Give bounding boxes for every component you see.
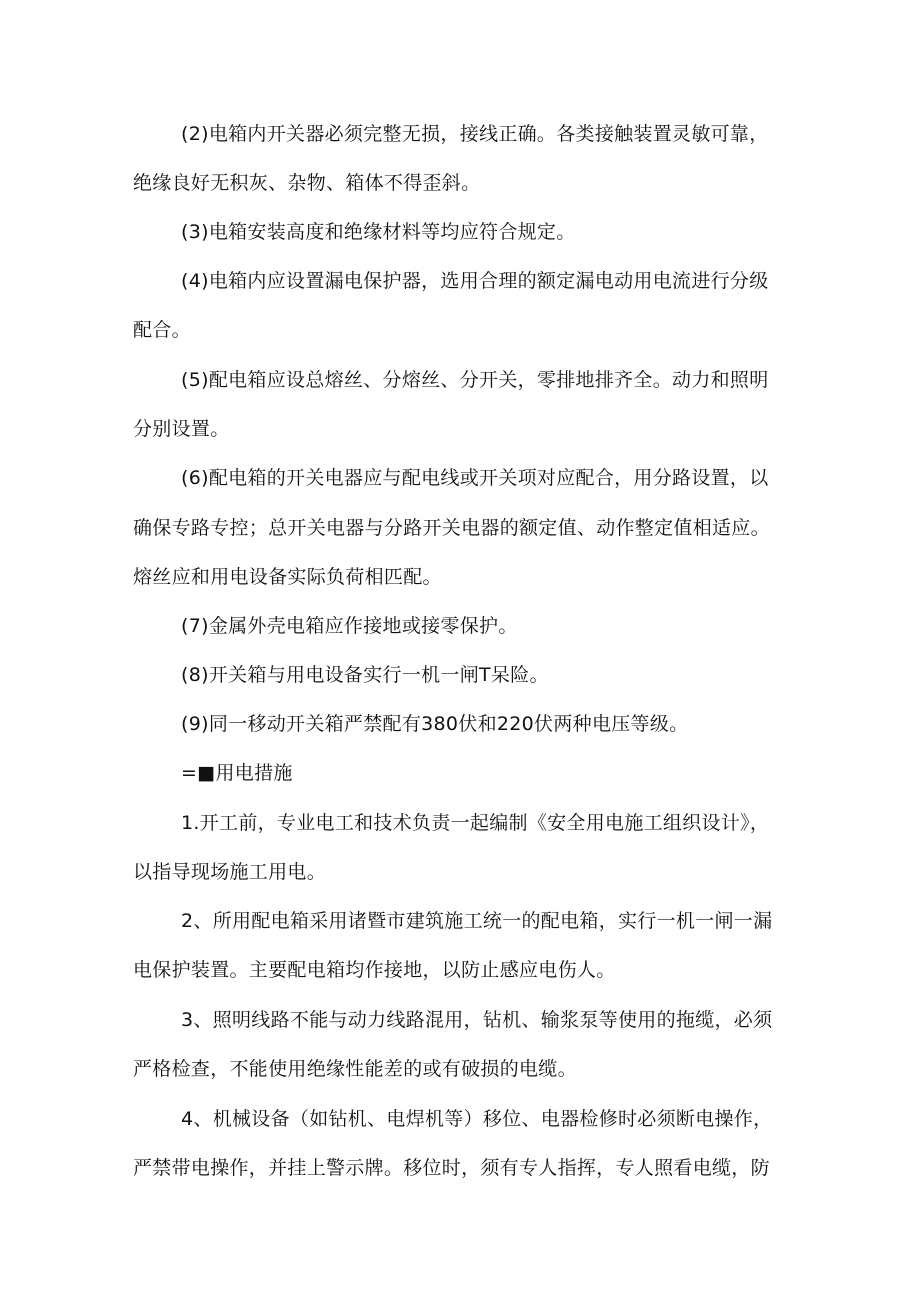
text-line: 熔丝应和用电设备实际负荷相匹配。 [133, 566, 442, 588]
text-line: (7)金属外壳电箱应作接地或接零保护。 [181, 615, 518, 637]
text-line: 3、照明线路不能与动力线路混用，钻机、输浆泵等使用的拖缆，必须 [181, 1009, 773, 1031]
text-line: (4)电箱内应设置漏电保护器，选用合理的额定漏电动用电流进行分级 [181, 270, 769, 292]
text-line: 4、机械设备（如钻机、电焊机等）移位、电器检修时必须断电操作， [181, 1108, 773, 1130]
text-line: 确保专路专控；总开关电器与分路开关电器的额定值、动作整定值相适应。 [133, 517, 770, 539]
text-line: 绝缘良好无积灰、杂物、箱体不得歪斜。 [133, 172, 481, 194]
text-line: 严格检查，不能使用绝缘性能差的或有破损的电缆。 [133, 1058, 577, 1080]
text-line: 以指导现场施工用电。 [133, 861, 327, 883]
text-line: 配合。 [133, 319, 191, 341]
text-line: (9)同一移动开关箱严禁配有380伏和220伏两种电压等级。 [181, 713, 689, 735]
text-line: (8)开关箱与用电设备实行一机一闸T呆险。 [181, 664, 549, 686]
text-line: 电保护装置。主要配电箱均作接地，以防止感应电伤人。 [133, 959, 616, 981]
text-line: (2)电箱内开关器必须完整无损，接线正确。各类接触装置灵敏可靠， [181, 123, 769, 145]
text-line: (6)配电箱的开关电器应与配电线或开关项对应配合，用分路设置，以 [181, 467, 769, 489]
text-line: (5)配电箱应设总熔丝、分熔丝、分开关，零排地排齐全。动力和照明 [181, 369, 769, 391]
text-line: (3)电箱安装高度和绝缘材料等均应符合规定。 [181, 221, 576, 243]
text-line: 2、所用配电箱采用诸暨市建筑施工统一的配电箱，实行一机一闸一漏 [181, 910, 773, 932]
text-line: 严禁带电操作，并挂上警示牌。移位时，须有专人指挥，专人照看电缆，防 [133, 1157, 770, 1179]
text-line: 1.开工前，专业电工和技术负责一起编制《安全用电施工组织设计》， [181, 812, 770, 834]
text-line: 分别设置。 [133, 418, 230, 440]
section-heading: =■用电措施 [181, 762, 293, 784]
